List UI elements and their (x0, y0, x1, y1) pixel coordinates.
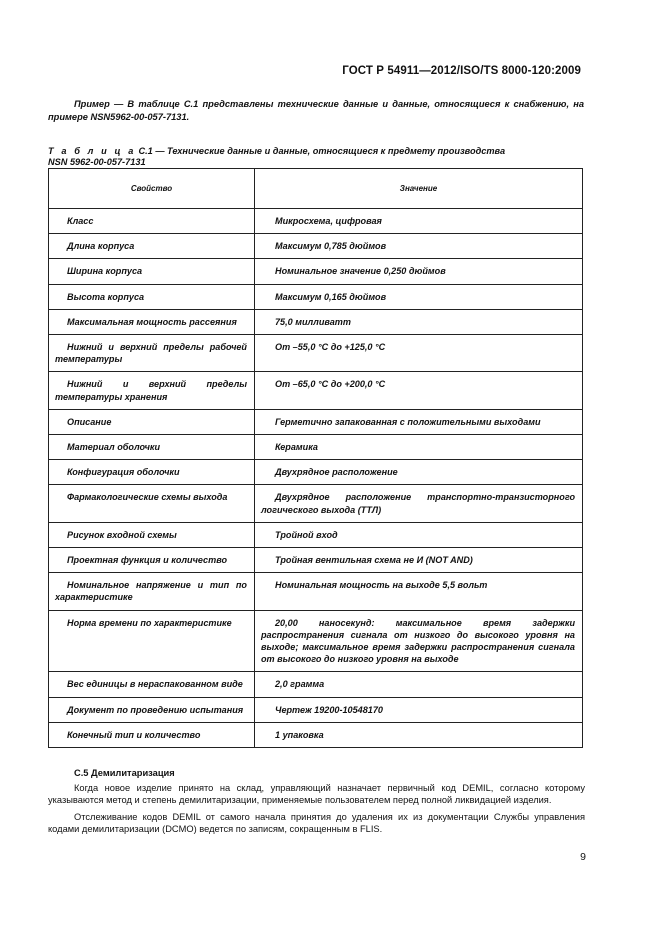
value-text: От –65,0 °С до +200,0 °С (275, 379, 386, 390)
table-row (49, 460, 583, 485)
table-row (49, 284, 583, 309)
property-text: Конфигурация оболочки (67, 467, 180, 478)
value-text: Номинальная мощность на выходе 5,5 вольт (275, 580, 488, 591)
section-paragraph-1: Когда новое изделие принято на склад, управляющий назначает первичный код DEMIL, согласно которому указываются метод и степень демилитаризации, применяемые пользователем перед полной ликвидацией изделия. (48, 782, 585, 806)
table-row (49, 259, 583, 284)
table-row (49, 548, 583, 573)
value-cell (255, 234, 583, 259)
property-text: Документ по проведению испытания (67, 704, 244, 715)
property-cell (49, 372, 255, 409)
table-row (49, 573, 583, 610)
value-cell (255, 409, 583, 434)
value-cell (255, 259, 583, 284)
table-row (49, 672, 583, 697)
value-cell (255, 573, 583, 610)
value-cell (255, 284, 583, 309)
table-row (49, 234, 583, 259)
property-text: Класс (67, 216, 94, 226)
property-text: Вес единицы в нераспакованном виде (67, 679, 243, 690)
value-text: Тройной вход (275, 529, 338, 540)
table-caption-nsn: NSN 5962-00-057-7131 (48, 156, 146, 167)
table-row (49, 697, 583, 722)
value-text: Максимум 0,165 дюймов (275, 291, 387, 302)
value-text: 2,0 грамма (275, 679, 325, 690)
value-text: Двухрядное расположение транспортно-транзисторного логического выхода (ТТЛ) (261, 492, 575, 515)
demilitarization-section (48, 767, 585, 840)
property-cell (49, 259, 255, 284)
table-row (49, 309, 583, 334)
property-text: Описание (67, 416, 112, 427)
property-text: Нижний и верхний пределы рабочей температуры (55, 342, 247, 365)
value-cell (255, 610, 583, 672)
value-text: Чертеж 19200-10548170 (275, 704, 383, 715)
value-cell (255, 722, 583, 747)
property-cell (49, 234, 255, 259)
property-cell (49, 284, 255, 309)
table-row (49, 372, 583, 409)
property-text: Фармакологические схемы выхода (67, 492, 228, 503)
property-cell (49, 409, 255, 434)
value-cell (255, 548, 583, 573)
property-cell (49, 610, 255, 672)
example-paragraph: Пример — В таблице С.1 представлены технические данные и данные, относящиеся к снабжению, на примере NSN5962-00-057-7131. (48, 99, 584, 122)
property-text: Рисунок входной схемы (67, 529, 177, 540)
table-caption-label: Т а б л и ц а (48, 146, 136, 156)
value-cell (255, 372, 583, 409)
table-row (49, 722, 583, 747)
value-text: Керамика (275, 442, 318, 453)
value-text: 75,0 милливатт (275, 316, 351, 327)
value-cell (255, 335, 583, 372)
property-cell (49, 697, 255, 722)
property-text: Норма времени по характеристике (67, 617, 232, 628)
column-header-property: Свойство (49, 169, 255, 209)
property-text: Материал оболочки (67, 442, 161, 453)
value-cell (255, 697, 583, 722)
property-text: Высота корпуса (67, 291, 145, 302)
property-cell (49, 722, 255, 747)
value-text: Максимум 0,785 дюймов (275, 241, 387, 252)
table-row (49, 209, 583, 234)
table-row (49, 435, 583, 460)
table-caption-text: С.1 — Технические данные и данные, относящиеся к предмету производства (138, 146, 506, 156)
page-number: 9 (580, 851, 586, 863)
property-cell (49, 435, 255, 460)
table-header-row (49, 169, 583, 209)
property-text: Проектная функция и количество (67, 555, 228, 566)
property-text: Нижний и верхний пределы температуры хранения (55, 379, 247, 402)
property-cell (49, 672, 255, 697)
value-text: Микросхема, цифровая (275, 216, 382, 226)
value-cell (255, 522, 583, 547)
property-cell (49, 460, 255, 485)
property-text: Номинальное напряжение и тип по характеристике (55, 580, 247, 603)
table-row (49, 335, 583, 372)
value-text: Герметично запакованная с положительными выходами (275, 416, 541, 427)
property-cell (49, 335, 255, 372)
property-text: Ширина корпуса (67, 266, 143, 277)
document-header: ГОСТ Р 54911—2012/ISO/TS 8000-120:2009 (342, 65, 581, 77)
value-text: 1 упаковка (275, 729, 324, 740)
section-paragraph-2: Отслеживание кодов DEMIL от самого начала принятия до удаления их из документации Службы управления кодами демилитаризации (DCMO) ведется по записям, сокращенным в FLIS. (48, 811, 585, 835)
section-title: С.5 Демилитаризация (74, 768, 175, 778)
value-text: Тройная вентильная схема не И (NOT AND) (275, 555, 473, 566)
table-caption (48, 146, 588, 167)
column-header-value: Значение (255, 169, 583, 209)
table-row (49, 485, 583, 522)
property-cell (49, 485, 255, 522)
spec-table (48, 168, 583, 748)
value-text: От –55,0 °С до +125,0 °С (275, 342, 386, 353)
value-text: 20,00 наносекунд: максимальное время задержки распространения сигнала от низкого до высокого уровня на выходе; максимальное время задержки распространения сигнала от высокого до низкого уровня на выходе (261, 617, 575, 665)
value-cell (255, 309, 583, 334)
value-cell (255, 672, 583, 697)
property-cell (49, 548, 255, 573)
table-row (49, 610, 583, 672)
table-row (49, 522, 583, 547)
property-cell (49, 573, 255, 610)
property-cell (49, 522, 255, 547)
property-text: Максимальная мощность рассеяния (67, 316, 237, 327)
property-cell (49, 209, 255, 234)
value-text: Двухрядное расположение (275, 467, 398, 478)
value-cell (255, 209, 583, 234)
value-cell (255, 435, 583, 460)
property-text: Конечный тип и количество (67, 729, 201, 740)
value-cell (255, 460, 583, 485)
property-cell (49, 309, 255, 334)
value-text: Номинальное значение 0,250 дюймов (275, 266, 446, 277)
property-text: Длина корпуса (67, 241, 135, 252)
value-cell (255, 485, 583, 522)
table-row (49, 409, 583, 434)
table-body (49, 209, 583, 748)
